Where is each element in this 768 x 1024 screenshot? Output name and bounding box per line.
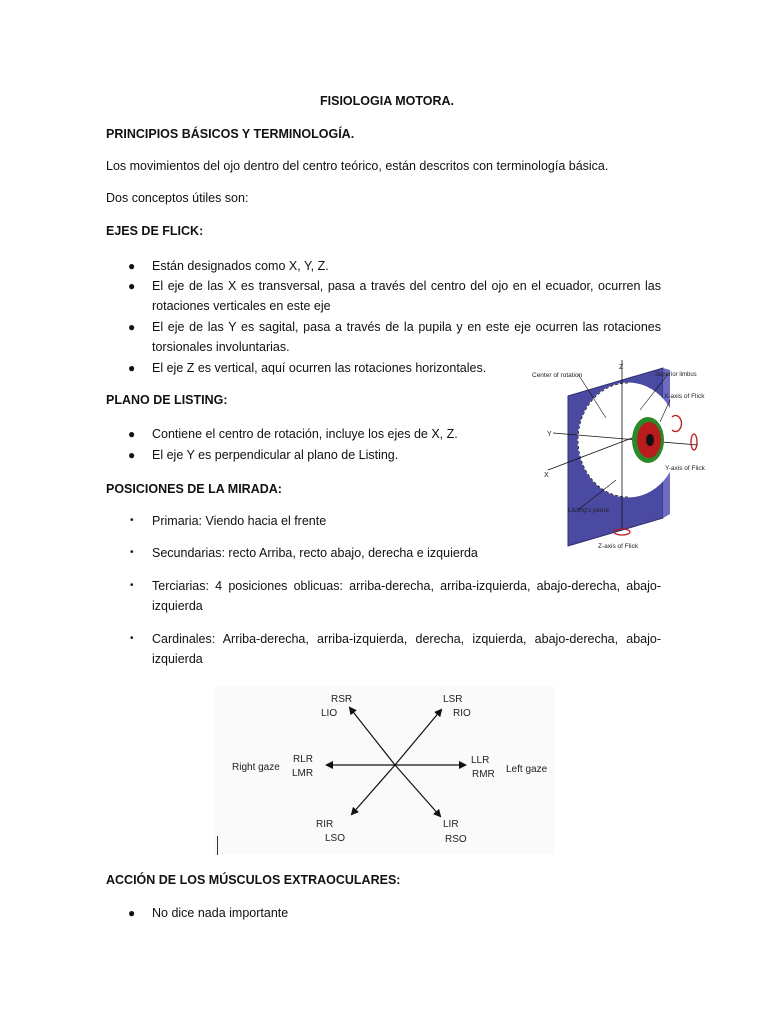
listing-item-1: Contiene el centro de rotación, incluye los ejes de X, Z.: [152, 427, 458, 441]
bullet-icon: ●: [128, 279, 136, 293]
label-lmr: LMR: [292, 768, 314, 779]
page-title: FISIOLOGIA MOTORA.: [320, 94, 455, 108]
bullet-icon: •: [130, 515, 134, 526]
label-rir: RIR: [316, 819, 334, 830]
bullet-icon: ●: [128, 906, 136, 920]
label-rio: RIO: [453, 708, 471, 719]
label-center-of-rotation: Center of rotation: [532, 372, 583, 379]
label-right-gaze: Right gaze: [232, 762, 280, 773]
section-heading-gaze: POSICIONES DE LA MIRADA:: [106, 482, 282, 496]
bullet-icon: •: [130, 580, 134, 591]
bullet-icon: ●: [128, 361, 136, 375]
label-lio: LIO: [321, 708, 338, 719]
label-rlr: RLR: [293, 754, 314, 765]
label-left-gaze: Left gaze: [506, 764, 548, 775]
bullet-icon: •: [130, 633, 134, 644]
label-rso: RSO: [445, 834, 467, 845]
paragraph-movimientos: Los movimientos del ojo dentro del centro teórico, están descritos con terminología básica.: [106, 159, 609, 173]
label-y-axis-of-flick: Y-axis of Flick: [665, 465, 705, 472]
flick-item-1: Están designados como X, Y, Z.: [152, 259, 329, 273]
section-heading-flick: EJES DE FLICK:: [106, 224, 204, 238]
muscles-item-1: No dice nada importante: [152, 906, 289, 920]
label-x-axis-of-flick: X-axis of Flick: [664, 393, 705, 400]
label-superior-limbus: Superior limbus: [655, 372, 697, 378]
label-z-axis-of-flick: Z-axis of Flick: [598, 543, 639, 550]
flick-item-2: El eje de las X es transversal, pasa a través del centro del ojo en el ecuador, ocurren las rotaciones verticales en este eje: [152, 279, 661, 313]
gaze-item-2: Secundarias: recto Arriba, recto abajo, derecha e izquierda: [152, 546, 478, 560]
bullet-icon: ●: [128, 320, 136, 334]
gaze-item-4: Cardinales: Arriba-derecha, arriba-izquierda, derecha, izquierda, abajo-derecha, abajo-izquierda: [152, 632, 661, 666]
section-heading-muscles: ACCIÓN DE LOS MÚSCULOS EXTRAOCULARES:: [106, 873, 401, 887]
label-x: X: [544, 472, 549, 479]
bullet-icon: ●: [128, 259, 136, 273]
label-lso: LSO: [325, 833, 346, 844]
bullet-icon: ●: [128, 427, 136, 441]
label-rmr: RMR: [472, 769, 495, 780]
label-lir: LIR: [443, 819, 459, 830]
pupil: [646, 434, 654, 446]
bullet-icon: •: [130, 547, 134, 558]
paragraph-conceptos: Dos conceptos útiles son:: [106, 191, 249, 205]
section-heading-principios: PRINCIPIOS BÁSICOS Y TERMINOLOGÍA.: [106, 127, 355, 141]
flick-item-3: El eje de las Y es sagital, pasa a través de la pupila y en este eje ocurren las rotaciones torsionales involuntarias.: [152, 320, 661, 354]
label-z: Z: [619, 364, 624, 371]
text-cursor-mark: [217, 836, 218, 855]
listing-plane-figure: [528, 360, 718, 554]
label-y: Y: [547, 431, 552, 438]
cardinal-positions-diagram: [215, 686, 555, 854]
label-rsr: RSR: [331, 694, 353, 705]
label-listings-plane: Listing's plane: [568, 507, 609, 514]
gaze-item-1: Primaria: Viendo hacia el frente: [152, 514, 327, 528]
gaze-item-3: Terciarias: 4 posiciones oblicuas: arriba-derecha, arriba-izquierda, abajo-derecha, abajo-izquierda: [152, 579, 661, 613]
label-llr: LLR: [471, 755, 490, 766]
flick-item-4: El eje Z es vertical, aquí ocurren las rotaciones horizontales.: [152, 361, 487, 375]
label-lsr: LSR: [443, 694, 463, 705]
bullet-icon: ●: [128, 448, 136, 462]
section-heading-listing: PLANO DE LISTING:: [106, 393, 228, 407]
listing-item-2: El eje Y es perpendicular al plano de Listing.: [152, 448, 399, 462]
